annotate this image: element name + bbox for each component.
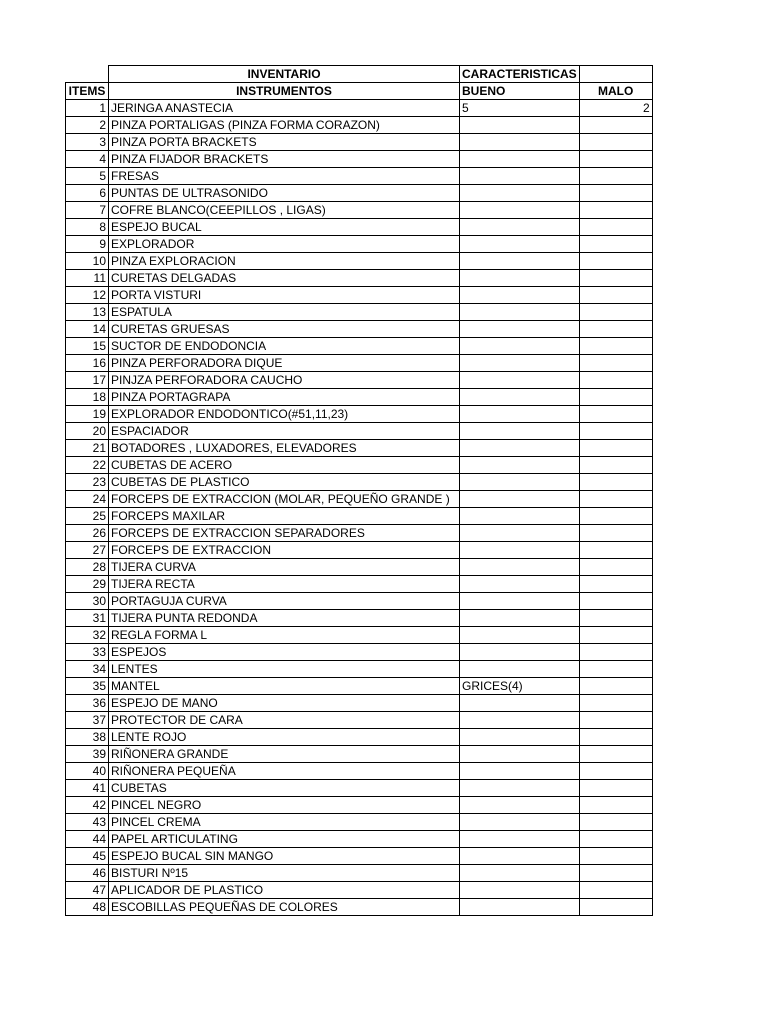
item-number-cell: 14 bbox=[66, 321, 109, 338]
bueno-cell bbox=[460, 457, 580, 474]
bueno-cell bbox=[460, 134, 580, 151]
malo-cell bbox=[579, 525, 652, 542]
instrument-name-cell: EXPLORADOR ENDODONTICO(#51,11,23) bbox=[109, 406, 460, 423]
malo-cell bbox=[579, 168, 652, 185]
instrument-name-cell: PINZA PORTAGRAPA bbox=[109, 389, 460, 406]
malo-cell bbox=[579, 338, 652, 355]
malo-cell bbox=[579, 814, 652, 831]
instrument-name-cell: LENTE ROJO bbox=[109, 729, 460, 746]
malo-cell bbox=[579, 185, 652, 202]
malo-cell bbox=[579, 389, 652, 406]
bueno-cell bbox=[460, 593, 580, 610]
item-number-cell: 3 bbox=[66, 134, 109, 151]
instrument-name-cell: PINZA PORTALIGAS (PINZA FORMA CORAZON) bbox=[109, 117, 460, 134]
table-row bbox=[66, 848, 653, 865]
bueno-cell bbox=[460, 185, 580, 202]
instrument-name-cell: PINZA EXPLORACION bbox=[109, 253, 460, 270]
table-row bbox=[66, 117, 653, 134]
table-row bbox=[66, 406, 653, 423]
instrument-name-cell: ESPACIADOR bbox=[109, 423, 460, 440]
instrument-name-cell: RIÑONERA PEQUEÑA bbox=[109, 763, 460, 780]
malo-cell bbox=[579, 117, 652, 134]
instrument-name-cell: PAPEL ARTICULATING bbox=[109, 831, 460, 848]
instrument-name-cell: PROTECTOR DE CARA bbox=[109, 712, 460, 729]
table-row bbox=[66, 236, 653, 253]
table-row bbox=[66, 780, 653, 797]
item-number-cell: 12 bbox=[66, 287, 109, 304]
malo-cell bbox=[579, 151, 652, 168]
instrument-name-cell: COFRE BLANCO(CEEPILLOS , LIGAS) bbox=[109, 202, 460, 219]
bueno-cell bbox=[460, 525, 580, 542]
item-number-cell: 25 bbox=[66, 508, 109, 525]
header-row-1 bbox=[66, 66, 653, 83]
bueno-cell bbox=[460, 474, 580, 491]
malo-cell bbox=[579, 236, 652, 253]
malo-cell bbox=[579, 746, 652, 763]
table-row bbox=[66, 559, 653, 576]
instrument-name-cell: RIÑONERA GRANDE bbox=[109, 746, 460, 763]
instrument-name-cell: ESCOBILLAS PEQUEÑAS DE COLORES bbox=[109, 899, 460, 916]
malo-cell bbox=[579, 372, 652, 389]
bueno-cell bbox=[460, 321, 580, 338]
instrument-name-cell: TIJERA CURVA bbox=[109, 559, 460, 576]
bueno-cell bbox=[460, 440, 580, 457]
bueno-cell bbox=[460, 882, 580, 899]
table-row bbox=[66, 729, 653, 746]
table-row bbox=[66, 593, 653, 610]
bueno-cell bbox=[460, 117, 580, 134]
malo-cell bbox=[579, 474, 652, 491]
bueno-cell bbox=[460, 236, 580, 253]
item-number-cell: 26 bbox=[66, 525, 109, 542]
empty-header-cell bbox=[66, 66, 109, 83]
table-row bbox=[66, 270, 653, 287]
table-row bbox=[66, 525, 653, 542]
bueno-cell bbox=[460, 372, 580, 389]
instrument-name-cell: BISTURI Nº15 bbox=[109, 865, 460, 882]
malo-cell bbox=[579, 457, 652, 474]
table-row bbox=[66, 423, 653, 440]
malo-cell bbox=[579, 287, 652, 304]
inventario-header: INVENTARIO bbox=[109, 66, 460, 83]
malo-cell bbox=[579, 627, 652, 644]
instrument-name-cell: PINZA FIJADOR BRACKETS bbox=[109, 151, 460, 168]
instrument-name-cell: CURETAS DELGADAS bbox=[109, 270, 460, 287]
table-row bbox=[66, 219, 653, 236]
malo-cell bbox=[579, 202, 652, 219]
header-blank-cell bbox=[579, 66, 652, 83]
item-number-cell: 6 bbox=[66, 185, 109, 202]
item-number-cell: 2 bbox=[66, 117, 109, 134]
instrument-name-cell: FORCEPS DE EXTRACCION (MOLAR, PEQUEÑO GRANDE ) bbox=[109, 491, 460, 508]
bueno-cell bbox=[460, 406, 580, 423]
table-row bbox=[66, 627, 653, 644]
bueno-cell bbox=[460, 746, 580, 763]
bueno-cell bbox=[460, 304, 580, 321]
malo-cell bbox=[579, 423, 652, 440]
malo-cell bbox=[579, 695, 652, 712]
item-number-cell: 1 bbox=[66, 100, 109, 117]
item-number-cell: 8 bbox=[66, 219, 109, 236]
bueno-cell bbox=[460, 423, 580, 440]
instrument-name-cell: ESPATULA bbox=[109, 304, 460, 321]
table-row bbox=[66, 389, 653, 406]
instrument-name-cell: TIJERA RECTA bbox=[109, 576, 460, 593]
malo-cell bbox=[579, 542, 652, 559]
bueno-cell bbox=[460, 491, 580, 508]
malo-cell bbox=[579, 440, 652, 457]
table-row bbox=[66, 695, 653, 712]
table-row bbox=[66, 253, 653, 270]
item-number-cell: 24 bbox=[66, 491, 109, 508]
malo-cell bbox=[579, 253, 652, 270]
item-number-cell: 34 bbox=[66, 661, 109, 678]
bueno-cell bbox=[460, 287, 580, 304]
malo-cell bbox=[579, 780, 652, 797]
malo-cell bbox=[579, 797, 652, 814]
item-number-cell: 30 bbox=[66, 593, 109, 610]
bueno-cell bbox=[460, 814, 580, 831]
table-row bbox=[66, 100, 653, 117]
malo-cell bbox=[579, 270, 652, 287]
bueno-cell bbox=[460, 389, 580, 406]
instrument-name-cell: PINZA PORTA BRACKETS bbox=[109, 134, 460, 151]
item-number-cell: 47 bbox=[66, 882, 109, 899]
malo-cell bbox=[579, 321, 652, 338]
table-row bbox=[66, 797, 653, 814]
table-row bbox=[66, 814, 653, 831]
item-number-cell: 29 bbox=[66, 576, 109, 593]
bueno-cell bbox=[460, 270, 580, 287]
table-row bbox=[66, 168, 653, 185]
instrument-name-cell: ESPEJOS bbox=[109, 644, 460, 661]
malo-cell bbox=[579, 491, 652, 508]
bueno-cell bbox=[460, 848, 580, 865]
malo-cell bbox=[579, 678, 652, 695]
malo-cell bbox=[579, 661, 652, 678]
item-number-cell: 37 bbox=[66, 712, 109, 729]
item-number-cell: 22 bbox=[66, 457, 109, 474]
bueno-cell: GRICES(4) bbox=[460, 678, 580, 695]
item-number-cell: 39 bbox=[66, 746, 109, 763]
bueno-cell bbox=[460, 831, 580, 848]
table-row bbox=[66, 678, 653, 695]
table-row bbox=[66, 491, 653, 508]
table-row bbox=[66, 831, 653, 848]
item-number-cell: 45 bbox=[66, 848, 109, 865]
table-row bbox=[66, 372, 653, 389]
table-row bbox=[66, 304, 653, 321]
item-number-cell: 20 bbox=[66, 423, 109, 440]
bueno-cell bbox=[460, 559, 580, 576]
table-row bbox=[66, 610, 653, 627]
instrument-name-cell: PINZA PERFORADORA DIQUE bbox=[109, 355, 460, 372]
inventory-body bbox=[66, 66, 653, 916]
bueno-cell bbox=[460, 644, 580, 661]
bueno-cell bbox=[460, 253, 580, 270]
instrument-name-cell: CUBETAS DE PLASTICO bbox=[109, 474, 460, 491]
malo-cell bbox=[579, 134, 652, 151]
malo-cell bbox=[579, 355, 652, 372]
bueno-cell bbox=[460, 899, 580, 916]
table-row bbox=[66, 355, 653, 372]
table-row bbox=[66, 321, 653, 338]
instrument-name-cell: ESPEJO BUCAL SIN MANGO bbox=[109, 848, 460, 865]
item-number-cell: 48 bbox=[66, 899, 109, 916]
item-number-cell: 7 bbox=[66, 202, 109, 219]
item-number-cell: 28 bbox=[66, 559, 109, 576]
item-number-cell: 42 bbox=[66, 797, 109, 814]
malo-cell bbox=[579, 865, 652, 882]
table-row bbox=[66, 712, 653, 729]
item-number-cell: 44 bbox=[66, 831, 109, 848]
bueno-cell bbox=[460, 202, 580, 219]
item-number-cell: 31 bbox=[66, 610, 109, 627]
item-number-cell: 9 bbox=[66, 236, 109, 253]
instrument-name-cell: PORTA VISTURI bbox=[109, 287, 460, 304]
instrument-name-cell: CUBETAS DE ACERO bbox=[109, 457, 460, 474]
bueno-cell bbox=[460, 763, 580, 780]
item-number-cell: 13 bbox=[66, 304, 109, 321]
table-row bbox=[66, 865, 653, 882]
item-number-cell: 10 bbox=[66, 253, 109, 270]
item-number-cell: 15 bbox=[66, 338, 109, 355]
malo-header: MALO bbox=[579, 83, 652, 100]
item-number-cell: 19 bbox=[66, 406, 109, 423]
malo-cell bbox=[579, 831, 652, 848]
instrument-name-cell: BOTADORES , LUXADORES, ELEVADORES bbox=[109, 440, 460, 457]
instrument-name-cell: PINCEL CREMA bbox=[109, 814, 460, 831]
bueno-cell bbox=[460, 627, 580, 644]
bueno-cell bbox=[460, 338, 580, 355]
instrument-name-cell: APLICADOR DE PLASTICO bbox=[109, 882, 460, 899]
malo-cell bbox=[579, 406, 652, 423]
item-number-cell: 38 bbox=[66, 729, 109, 746]
item-number-cell: 18 bbox=[66, 389, 109, 406]
table-row bbox=[66, 474, 653, 491]
instrument-name-cell: PINCEL NEGRO bbox=[109, 797, 460, 814]
bueno-cell bbox=[460, 797, 580, 814]
table-row bbox=[66, 134, 653, 151]
bueno-cell bbox=[460, 695, 580, 712]
bueno-cell bbox=[460, 610, 580, 627]
malo-cell: 2 bbox=[579, 100, 652, 117]
table-row bbox=[66, 202, 653, 219]
table-row bbox=[66, 576, 653, 593]
item-number-cell: 16 bbox=[66, 355, 109, 372]
instrument-name-cell: CUBETAS bbox=[109, 780, 460, 797]
table-row bbox=[66, 185, 653, 202]
item-number-cell: 33 bbox=[66, 644, 109, 661]
instrumentos-header: INSTRUMENTOS bbox=[109, 83, 460, 100]
malo-cell bbox=[579, 882, 652, 899]
caracteristicas-header: CARACTERISTICAS bbox=[460, 66, 580, 83]
bueno-cell bbox=[460, 729, 580, 746]
instrument-name-cell: ESPEJO BUCAL bbox=[109, 219, 460, 236]
item-number-cell: 27 bbox=[66, 542, 109, 559]
instrument-name-cell: PUNTAS DE ULTRASONIDO bbox=[109, 185, 460, 202]
table-row bbox=[66, 338, 653, 355]
bueno-cell bbox=[460, 661, 580, 678]
table-row bbox=[66, 440, 653, 457]
malo-cell bbox=[579, 219, 652, 236]
bueno-cell bbox=[460, 712, 580, 729]
table-row bbox=[66, 661, 653, 678]
item-number-cell: 11 bbox=[66, 270, 109, 287]
bueno-cell bbox=[460, 508, 580, 525]
instrument-name-cell: SUCTOR DE ENDODONCIA bbox=[109, 338, 460, 355]
bueno-cell bbox=[460, 780, 580, 797]
items-header: ITEMS bbox=[66, 83, 109, 100]
instrument-name-cell: FORCEPS MAXILAR bbox=[109, 508, 460, 525]
instrument-name-cell: FRESAS bbox=[109, 168, 460, 185]
table-row bbox=[66, 287, 653, 304]
instrument-name-cell: FORCEPS DE EXTRACCION SEPARADORES bbox=[109, 525, 460, 542]
item-number-cell: 43 bbox=[66, 814, 109, 831]
bueno-cell bbox=[460, 151, 580, 168]
table-row bbox=[66, 542, 653, 559]
instrument-name-cell: EXPLORADOR bbox=[109, 236, 460, 253]
bueno-cell bbox=[460, 168, 580, 185]
instrument-name-cell: TIJERA PUNTA REDONDA bbox=[109, 610, 460, 627]
table-row bbox=[66, 746, 653, 763]
table-row bbox=[66, 151, 653, 168]
malo-cell bbox=[579, 644, 652, 661]
instrument-name-cell: CURETAS GRUESAS bbox=[109, 321, 460, 338]
item-number-cell: 23 bbox=[66, 474, 109, 491]
table-row bbox=[66, 763, 653, 780]
table-row bbox=[66, 457, 653, 474]
bueno-header: BUENO bbox=[460, 83, 580, 100]
item-number-cell: 21 bbox=[66, 440, 109, 457]
malo-cell bbox=[579, 899, 652, 916]
malo-cell bbox=[579, 763, 652, 780]
instrument-name-cell: PORTAGUJA CURVA bbox=[109, 593, 460, 610]
item-number-cell: 40 bbox=[66, 763, 109, 780]
bueno-cell: 5 bbox=[460, 100, 580, 117]
malo-cell bbox=[579, 304, 652, 321]
instrument-name-cell: PINJZA PERFORADORA CAUCHO bbox=[109, 372, 460, 389]
malo-cell bbox=[579, 610, 652, 627]
item-number-cell: 46 bbox=[66, 865, 109, 882]
bueno-cell bbox=[460, 865, 580, 882]
item-number-cell: 4 bbox=[66, 151, 109, 168]
instrument-name-cell: JERINGA ANASTECIA bbox=[109, 100, 460, 117]
table-row bbox=[66, 644, 653, 661]
bueno-cell bbox=[460, 576, 580, 593]
instrument-name-cell: REGLA FORMA L bbox=[109, 627, 460, 644]
item-number-cell: 36 bbox=[66, 695, 109, 712]
header-row-2 bbox=[66, 83, 653, 100]
malo-cell bbox=[579, 576, 652, 593]
malo-cell bbox=[579, 729, 652, 746]
instrument-name-cell: ESPEJO DE MANO bbox=[109, 695, 460, 712]
item-number-cell: 41 bbox=[66, 780, 109, 797]
table-row bbox=[66, 899, 653, 916]
malo-cell bbox=[579, 559, 652, 576]
item-number-cell: 32 bbox=[66, 627, 109, 644]
bueno-cell bbox=[460, 219, 580, 236]
item-number-cell: 17 bbox=[66, 372, 109, 389]
instrument-name-cell: MANTEL bbox=[109, 678, 460, 695]
bueno-cell bbox=[460, 355, 580, 372]
inventory-table bbox=[65, 65, 653, 916]
malo-cell bbox=[579, 712, 652, 729]
malo-cell bbox=[579, 508, 652, 525]
table-row bbox=[66, 882, 653, 899]
table-row bbox=[66, 508, 653, 525]
malo-cell bbox=[579, 848, 652, 865]
item-number-cell: 5 bbox=[66, 168, 109, 185]
bueno-cell bbox=[460, 542, 580, 559]
malo-cell bbox=[579, 593, 652, 610]
instrument-name-cell: LENTES bbox=[109, 661, 460, 678]
instrument-name-cell: FORCEPS DE EXTRACCION bbox=[109, 542, 460, 559]
item-number-cell: 35 bbox=[66, 678, 109, 695]
